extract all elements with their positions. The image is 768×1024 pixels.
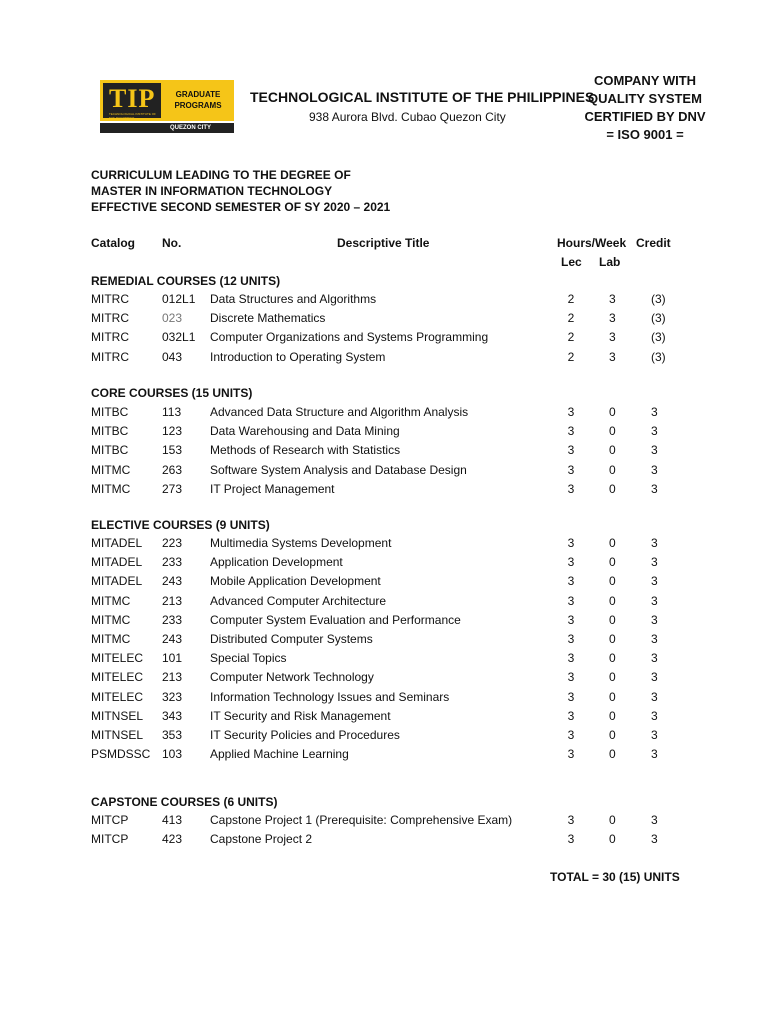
course-title: Advanced Computer Architecture bbox=[210, 593, 387, 608]
course-lec-hours: 3 bbox=[567, 632, 575, 646]
curriculum-line-3: EFFECTIVE SECOND SEMESTER OF SY 2020 – 2021 bbox=[91, 200, 391, 214]
course-credit: (3) bbox=[651, 292, 666, 306]
course-title: Information Technology Issues and Seminars bbox=[210, 689, 450, 704]
course-row bbox=[0, 726, 768, 745]
course-row bbox=[0, 707, 768, 726]
curriculum-line-1: CURRICULUM LEADING TO THE DEGREE OF bbox=[91, 168, 351, 182]
course-title: IT Security and Risk Management bbox=[210, 708, 391, 723]
course-number: 413 bbox=[162, 813, 183, 827]
course-row bbox=[0, 328, 768, 347]
course-lec-hours: 3 bbox=[567, 481, 575, 496]
course-credit: 3 bbox=[651, 462, 658, 477]
course-row bbox=[0, 688, 768, 707]
course-number: 243 bbox=[162, 632, 183, 646]
course-number: 233 bbox=[162, 612, 183, 627]
course-credit: 3 bbox=[651, 574, 658, 589]
course-lec-hours: 3 bbox=[567, 832, 575, 847]
course-catalog: MITNSEL bbox=[91, 728, 144, 742]
course-lec-hours: 3 bbox=[567, 708, 575, 723]
logo-line-1: GRADUATE bbox=[175, 90, 221, 99]
course-title: IT Security Policies and Procedures bbox=[210, 728, 400, 742]
course-number: 043 bbox=[162, 349, 183, 364]
course-lec-hours: 2 bbox=[567, 330, 575, 345]
course-lab-hours: 0 bbox=[609, 593, 616, 608]
course-title: Mobile Application Development bbox=[210, 574, 381, 589]
course-lec-hours: 3 bbox=[567, 536, 575, 550]
course-lab-hours: 3 bbox=[609, 330, 616, 345]
course-lec-hours: 3 bbox=[567, 462, 575, 477]
course-catalog: MITBC bbox=[91, 443, 129, 458]
course-catalog: MITELEC bbox=[91, 689, 144, 704]
course-title: Software System Analysis and Database Design bbox=[210, 462, 467, 477]
course-lab-hours: 0 bbox=[609, 481, 616, 496]
course-credit: 3 bbox=[651, 612, 658, 627]
course-credit: 3 bbox=[651, 632, 658, 646]
course-number: 153 bbox=[162, 443, 183, 458]
course-catalog: MITRC bbox=[91, 349, 129, 364]
course-row bbox=[0, 553, 768, 572]
course-catalog: MITMC bbox=[91, 462, 131, 477]
institution-address: 938 Aurora Blvd. Cubao Quezon City bbox=[309, 110, 506, 124]
course-lec-hours: 3 bbox=[567, 689, 575, 704]
course-lab-hours: 0 bbox=[609, 708, 616, 723]
course-credit: 3 bbox=[651, 651, 658, 666]
course-catalog: MITBC bbox=[91, 424, 129, 439]
course-lec-hours: 3 bbox=[567, 612, 575, 627]
logo-city-bar bbox=[100, 123, 234, 133]
course-row bbox=[0, 441, 768, 460]
course-number: 233 bbox=[162, 555, 183, 570]
column-header-title: Descriptive Title bbox=[337, 236, 430, 250]
course-number: 101 bbox=[162, 651, 183, 666]
course-number: 343 bbox=[162, 708, 183, 723]
course-lab-hours: 0 bbox=[609, 424, 616, 439]
course-lab-hours: 0 bbox=[609, 728, 616, 742]
course-credit: 3 bbox=[651, 593, 658, 608]
course-title: Data Structures and Algorithms bbox=[210, 292, 377, 306]
course-row bbox=[0, 630, 768, 649]
course-lec-hours: 3 bbox=[567, 747, 575, 762]
course-row bbox=[0, 422, 768, 441]
course-catalog: MITCP bbox=[91, 813, 129, 827]
course-lec-hours: 3 bbox=[567, 424, 575, 439]
course-row bbox=[0, 403, 768, 422]
cert-line-2: QUALITY SYSTEM bbox=[588, 91, 702, 106]
course-title: Multimedia Systems Development bbox=[210, 536, 392, 550]
course-title: Computer Network Technology bbox=[210, 670, 374, 685]
course-row bbox=[0, 309, 768, 328]
course-lec-hours: 3 bbox=[567, 555, 575, 570]
course-number: 213 bbox=[162, 670, 183, 685]
logo-line-2: PROGRAMS bbox=[174, 101, 222, 110]
course-number: 353 bbox=[162, 728, 183, 742]
course-catalog: MITMC bbox=[91, 593, 131, 608]
course-catalog: MITCP bbox=[91, 832, 129, 847]
course-number: 103 bbox=[162, 747, 183, 762]
course-lec-hours: 3 bbox=[567, 813, 575, 827]
course-lab-hours: 0 bbox=[609, 670, 616, 685]
section-title-core: CORE COURSES (15 UNITS) bbox=[91, 386, 253, 400]
course-catalog: MITADEL bbox=[91, 574, 143, 589]
course-row bbox=[0, 745, 768, 764]
course-lec-hours: 3 bbox=[567, 593, 575, 608]
section-title-remedial: REMEDIAL COURSES (12 UNITS) bbox=[91, 274, 281, 288]
course-title: Advanced Data Structure and Algorithm Analysis bbox=[210, 405, 469, 419]
course-title: Distributed Computer Systems bbox=[210, 632, 373, 646]
tip-logo bbox=[100, 80, 234, 133]
course-lab-hours: 0 bbox=[609, 632, 616, 646]
course-lec-hours: 2 bbox=[567, 292, 575, 306]
course-credit: 3 bbox=[651, 481, 658, 496]
course-lab-hours: 0 bbox=[609, 574, 616, 589]
course-number: 113 bbox=[162, 405, 182, 419]
course-title: Discrete Mathematics bbox=[210, 311, 326, 326]
course-lec-hours: 3 bbox=[567, 728, 575, 742]
course-row bbox=[0, 592, 768, 611]
course-lab-hours: 0 bbox=[609, 747, 616, 762]
course-lab-hours: 0 bbox=[609, 462, 616, 477]
curriculum-heading bbox=[91, 167, 390, 215]
course-catalog: MITMC bbox=[91, 632, 131, 646]
course-row bbox=[0, 811, 768, 830]
course-catalog: MITADEL bbox=[91, 536, 143, 550]
course-catalog: PSMDSSC bbox=[91, 747, 151, 762]
course-catalog: MITRC bbox=[91, 330, 129, 345]
course-credit: 3 bbox=[651, 670, 658, 685]
logo-city-text: QUEZON CITY bbox=[170, 125, 212, 131]
course-title: Applied Machine Learning bbox=[210, 747, 349, 762]
logo-tip-subtext: TECHNOLOGICAL INSTITUTE OF THE PHILIPPINES bbox=[109, 112, 156, 120]
course-credit: 3 bbox=[651, 424, 658, 439]
course-title: Methods of Research with Statistics bbox=[210, 443, 401, 458]
course-row bbox=[0, 290, 768, 309]
course-row bbox=[0, 830, 768, 849]
column-header-credit: Credit bbox=[636, 236, 671, 250]
course-lab-hours: 3 bbox=[609, 311, 616, 326]
course-credit: (3) bbox=[651, 311, 666, 326]
course-title: Special Topics bbox=[210, 651, 287, 666]
column-header-lab: Lab bbox=[599, 255, 621, 269]
logo-tip-text: TIP bbox=[109, 84, 156, 113]
course-lec-hours: 2 bbox=[567, 349, 575, 364]
course-number: 123 bbox=[162, 424, 183, 439]
course-lab-hours: 3 bbox=[609, 292, 616, 306]
course-catalog: MITBC bbox=[91, 405, 129, 419]
course-credit: 3 bbox=[651, 747, 658, 762]
course-catalog: MITNSEL bbox=[91, 708, 144, 723]
course-credit: (3) bbox=[651, 349, 666, 364]
course-credit: 3 bbox=[651, 689, 658, 704]
course-lab-hours: 0 bbox=[609, 832, 616, 847]
institution-name: TECHNOLOGICAL INSTITUTE OF THE PHILIPPINES bbox=[250, 89, 595, 105]
course-catalog: MITMC bbox=[91, 481, 131, 496]
course-title: Computer System Evaluation and Performance bbox=[210, 612, 461, 627]
course-catalog: MITELEC bbox=[91, 651, 144, 666]
course-title: Capstone Project 2 bbox=[210, 832, 313, 847]
logo-tip-box bbox=[103, 83, 161, 118]
course-lab-hours: 0 bbox=[609, 612, 616, 627]
course-credit: 3 bbox=[651, 832, 658, 847]
section-title-elective: ELECTIVE COURSES (9 UNITS) bbox=[91, 518, 270, 532]
course-catalog: MITRC bbox=[91, 292, 129, 306]
column-header-lec: Lec bbox=[561, 255, 582, 269]
course-row bbox=[0, 461, 768, 480]
total-units: TOTAL = 30 (15) UNITS bbox=[550, 870, 680, 884]
course-row bbox=[0, 534, 768, 553]
cert-line-1: COMPANY WITH bbox=[593, 73, 697, 88]
course-lec-hours: 3 bbox=[567, 574, 575, 589]
course-number: 263 bbox=[162, 462, 183, 477]
course-lec-hours: 2 bbox=[567, 311, 575, 326]
course-number: 323 bbox=[162, 689, 183, 704]
course-row bbox=[0, 348, 768, 367]
cert-line-3: CERTIFIED BY DNV bbox=[584, 109, 706, 124]
course-title: IT Project Management bbox=[210, 481, 335, 496]
course-catalog: MITADEL bbox=[91, 555, 143, 570]
course-credit: 3 bbox=[651, 555, 658, 570]
course-credit: 3 bbox=[651, 813, 658, 827]
course-lec-hours: 3 bbox=[567, 651, 575, 666]
course-lec-hours: 3 bbox=[567, 670, 575, 685]
course-lab-hours: 0 bbox=[609, 536, 616, 550]
course-row bbox=[0, 611, 768, 630]
course-number: 213 bbox=[162, 593, 183, 608]
curriculum-line-2: MASTER IN INFORMATION TECHNOLOGY bbox=[91, 184, 333, 198]
course-credit: 3 bbox=[651, 536, 658, 550]
certification-block bbox=[570, 72, 720, 144]
course-number: 273 bbox=[162, 481, 183, 496]
column-header-catalog: Catalog bbox=[91, 236, 136, 250]
course-catalog: MITMC bbox=[91, 612, 131, 627]
course-title: Capstone Project 1 (Prerequisite: Comprehensive Exam) bbox=[210, 813, 513, 827]
course-lab-hours: 0 bbox=[609, 443, 616, 458]
course-credit: 3 bbox=[651, 443, 658, 458]
section-title-capstone: CAPSTONE COURSES (6 UNITS) bbox=[91, 795, 278, 809]
course-title: Introduction to Operating System bbox=[210, 349, 386, 364]
course-row bbox=[0, 572, 768, 591]
course-lab-hours: 0 bbox=[609, 813, 616, 827]
course-number: 023 bbox=[162, 311, 183, 326]
course-number: 223 bbox=[162, 536, 183, 550]
course-title: Data Warehousing and Data Mining bbox=[210, 424, 400, 439]
course-lab-hours: 0 bbox=[609, 405, 616, 419]
course-title: Computer Organizations and Systems Programming bbox=[210, 330, 489, 345]
course-credit: 3 bbox=[651, 728, 658, 742]
course-number: 032L1 bbox=[162, 330, 196, 345]
column-header-hours-week: Hours/Week bbox=[557, 236, 627, 250]
course-row bbox=[0, 480, 768, 499]
course-lab-hours: 3 bbox=[609, 349, 616, 364]
course-row bbox=[0, 668, 768, 687]
course-lab-hours: 0 bbox=[609, 651, 616, 666]
course-row bbox=[0, 649, 768, 668]
course-catalog: MITELEC bbox=[91, 670, 144, 685]
column-header-no: No. bbox=[162, 236, 182, 250]
course-credit: 3 bbox=[651, 708, 658, 723]
course-lab-hours: 0 bbox=[609, 689, 616, 704]
course-number: 423 bbox=[162, 832, 183, 847]
course-catalog: MITRC bbox=[91, 311, 129, 326]
logo-graduate-programs bbox=[166, 89, 230, 111]
cert-line-4: = ISO 9001 = bbox=[606, 127, 684, 142]
course-number: 012L1 bbox=[162, 292, 196, 306]
course-lec-hours: 3 bbox=[567, 443, 575, 458]
course-credit: (3) bbox=[651, 330, 666, 345]
course-lab-hours: 0 bbox=[609, 555, 616, 570]
course-credit: 3 bbox=[651, 405, 658, 419]
course-title: Application Development bbox=[210, 555, 343, 570]
course-number: 243 bbox=[162, 574, 183, 589]
course-lec-hours: 3 bbox=[567, 405, 575, 419]
